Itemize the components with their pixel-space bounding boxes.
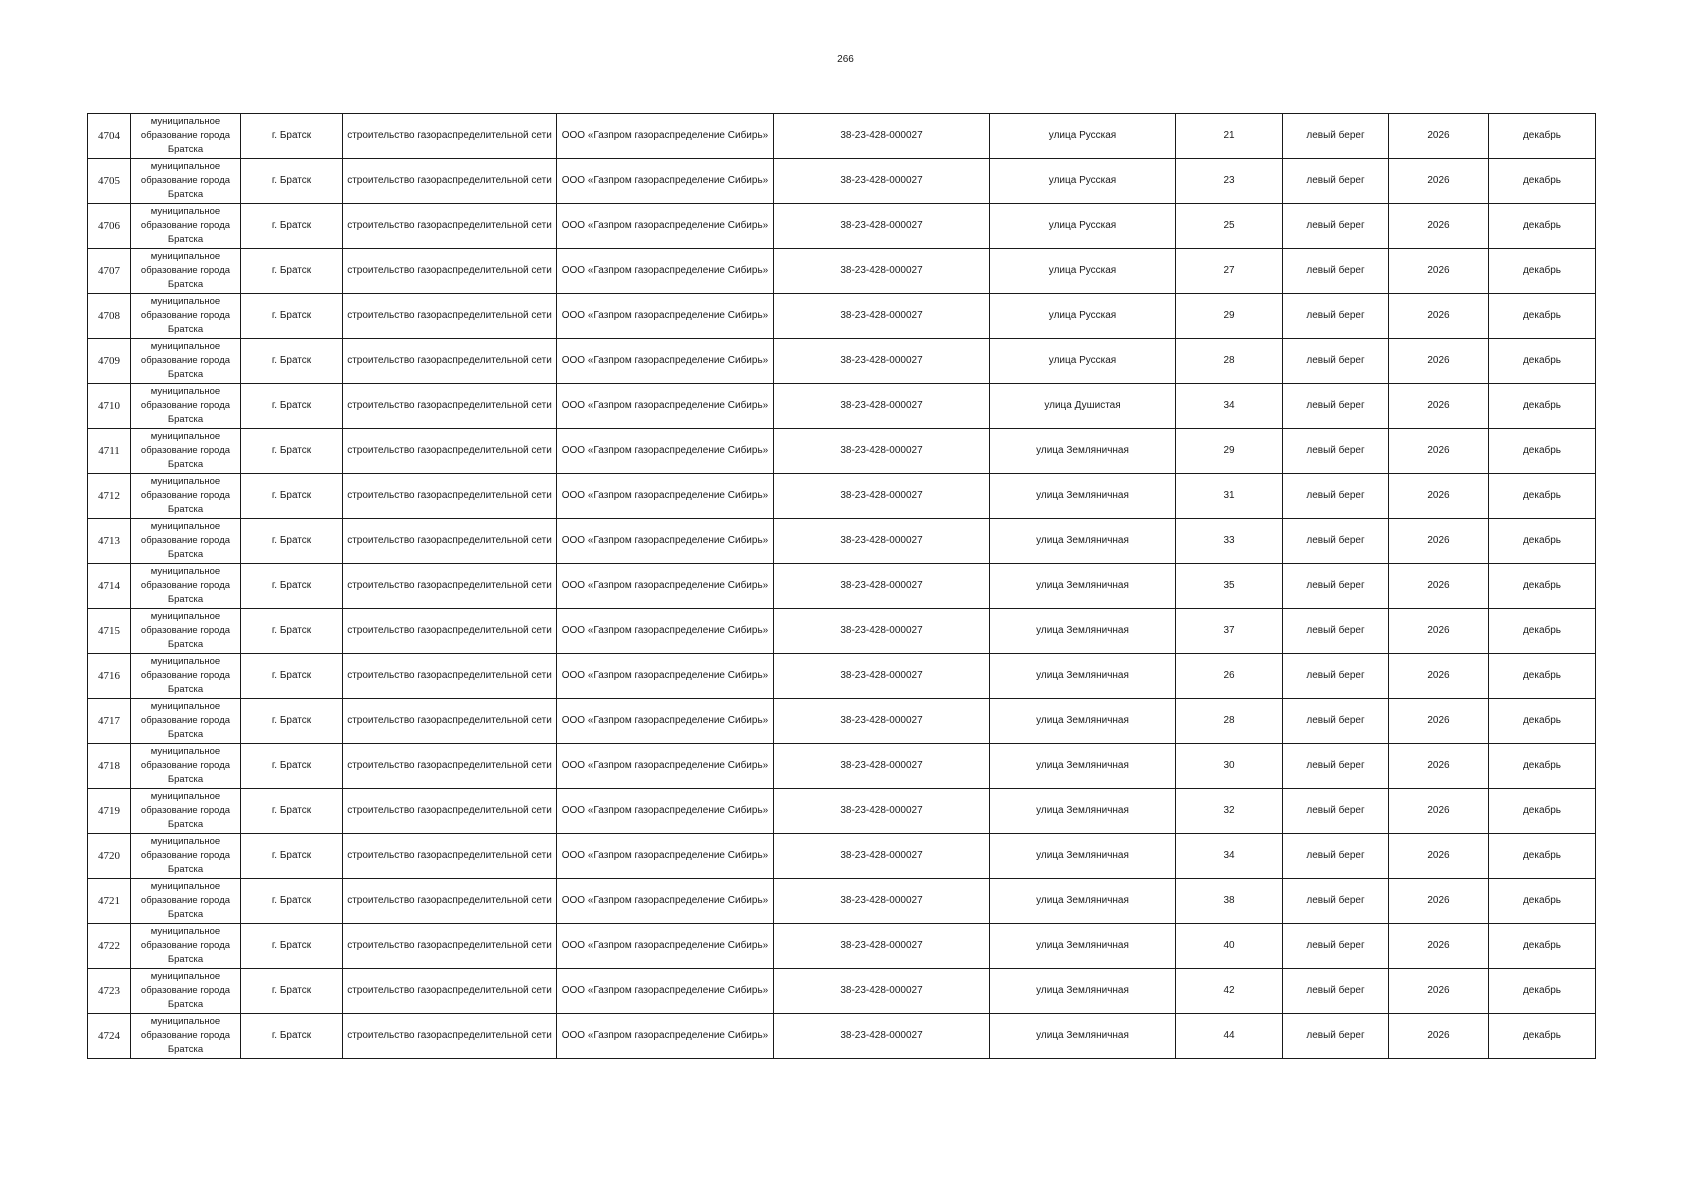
city-cell: г. Братск — [241, 294, 343, 339]
street-cell: улица Русская — [990, 249, 1176, 294]
month-cell: декабрь — [1489, 564, 1596, 609]
river-bank-cell: левый берег — [1283, 924, 1389, 969]
row-number-cell: 4714 — [88, 564, 131, 609]
house-number-cell: 28 — [1176, 339, 1283, 384]
work-type-cell: строительство газораспределительной сети — [343, 1014, 557, 1059]
month-cell: декабрь — [1489, 339, 1596, 384]
river-bank-cell: левый берег — [1283, 744, 1389, 789]
municipality-cell: муниципальное образование города Братска — [131, 924, 241, 969]
municipality-cell: муниципальное образование города Братска — [131, 204, 241, 249]
month-cell: декабрь — [1489, 654, 1596, 699]
river-bank-cell: левый берег — [1283, 114, 1389, 159]
month-cell: декабрь — [1489, 249, 1596, 294]
street-cell: улица Земляничная — [990, 609, 1176, 654]
object-code-cell: 38-23-428-000027 — [774, 1014, 990, 1059]
row-number-cell: 4708 — [88, 294, 131, 339]
work-type-cell: строительство газораспределительной сети — [343, 834, 557, 879]
city-cell: г. Братск — [241, 339, 343, 384]
river-bank-cell: левый берег — [1283, 474, 1389, 519]
street-cell: улица Земляничная — [990, 654, 1176, 699]
object-code-cell: 38-23-428-000027 — [774, 249, 990, 294]
work-type-cell: строительство газораспределительной сети — [343, 744, 557, 789]
year-cell: 2026 — [1389, 879, 1489, 924]
house-number-cell: 42 — [1176, 969, 1283, 1014]
organization-cell: ООО «Газпром газораспределение Сибирь» — [557, 339, 774, 384]
year-cell: 2026 — [1389, 1014, 1489, 1059]
year-cell: 2026 — [1389, 744, 1489, 789]
object-code-cell: 38-23-428-000027 — [774, 384, 990, 429]
row-number-cell: 4713 — [88, 519, 131, 564]
table-row — [88, 1014, 1596, 1059]
municipality-cell: муниципальное образование города Братска — [131, 339, 241, 384]
river-bank-cell: левый берег — [1283, 609, 1389, 654]
city-cell: г. Братск — [241, 924, 343, 969]
month-cell: декабрь — [1489, 924, 1596, 969]
work-type-cell: строительство газораспределительной сети — [343, 384, 557, 429]
table-row — [88, 249, 1596, 294]
organization-cell: ООО «Газпром газораспределение Сибирь» — [557, 789, 774, 834]
house-number-cell: 30 — [1176, 744, 1283, 789]
month-cell: декабрь — [1489, 744, 1596, 789]
organization-cell: ООО «Газпром газораспределение Сибирь» — [557, 384, 774, 429]
municipality-cell: муниципальное образование города Братска — [131, 789, 241, 834]
municipality-cell: муниципальное образование города Братска — [131, 249, 241, 294]
row-number-cell: 4723 — [88, 969, 131, 1014]
municipality-cell: муниципальное образование города Братска — [131, 384, 241, 429]
work-type-cell: строительство газораспределительной сети — [343, 879, 557, 924]
river-bank-cell: левый берег — [1283, 969, 1389, 1014]
registry-table — [87, 113, 1596, 1059]
year-cell: 2026 — [1389, 564, 1489, 609]
organization-cell: ООО «Газпром газораспределение Сибирь» — [557, 519, 774, 564]
work-type-cell: строительство газораспределительной сети — [343, 609, 557, 654]
month-cell: декабрь — [1489, 699, 1596, 744]
row-number-cell: 4715 — [88, 609, 131, 654]
object-code-cell: 38-23-428-000027 — [774, 834, 990, 879]
month-cell: декабрь — [1489, 384, 1596, 429]
house-number-cell: 27 — [1176, 249, 1283, 294]
street-cell: улица Русская — [990, 114, 1176, 159]
city-cell: г. Братск — [241, 699, 343, 744]
page-number: 266 — [837, 54, 854, 65]
organization-cell: ООО «Газпром газораспределение Сибирь» — [557, 609, 774, 654]
table-row — [88, 879, 1596, 924]
work-type-cell: строительство газораспределительной сети — [343, 699, 557, 744]
house-number-cell: 26 — [1176, 654, 1283, 699]
house-number-cell: 44 — [1176, 1014, 1283, 1059]
row-number-cell: 4707 — [88, 249, 131, 294]
row-number-cell: 4719 — [88, 789, 131, 834]
table-row — [88, 699, 1596, 744]
organization-cell: ООО «Газпром газораспределение Сибирь» — [557, 1014, 774, 1059]
work-type-cell: строительство газораспределительной сети — [343, 519, 557, 564]
city-cell: г. Братск — [241, 114, 343, 159]
year-cell: 2026 — [1389, 699, 1489, 744]
organization-cell: ООО «Газпром газораспределение Сибирь» — [557, 924, 774, 969]
city-cell: г. Братск — [241, 474, 343, 519]
municipality-cell: муниципальное образование города Братска — [131, 969, 241, 1014]
house-number-cell: 33 — [1176, 519, 1283, 564]
municipality-cell: муниципальное образование города Братска — [131, 744, 241, 789]
house-number-cell: 35 — [1176, 564, 1283, 609]
street-cell: улица Земляничная — [990, 429, 1176, 474]
object-code-cell: 38-23-428-000027 — [774, 654, 990, 699]
municipality-cell: муниципальное образование города Братска — [131, 474, 241, 519]
municipality-cell: муниципальное образование города Братска — [131, 564, 241, 609]
work-type-cell: строительство газораспределительной сети — [343, 789, 557, 834]
river-bank-cell: левый берег — [1283, 204, 1389, 249]
organization-cell: ООО «Газпром газораспределение Сибирь» — [557, 744, 774, 789]
organization-cell: ООО «Газпром газораспределение Сибирь» — [557, 654, 774, 699]
city-cell: г. Братск — [241, 654, 343, 699]
year-cell: 2026 — [1389, 609, 1489, 654]
table-row — [88, 429, 1596, 474]
municipality-cell: муниципальное образование города Братска — [131, 879, 241, 924]
table-row — [88, 789, 1596, 834]
city-cell: г. Братск — [241, 609, 343, 654]
row-number-cell: 4711 — [88, 429, 131, 474]
municipality-cell: муниципальное образование города Братска — [131, 429, 241, 474]
object-code-cell: 38-23-428-000027 — [774, 519, 990, 564]
river-bank-cell: левый берег — [1283, 159, 1389, 204]
month-cell: декабрь — [1489, 789, 1596, 834]
city-cell: г. Братск — [241, 159, 343, 204]
river-bank-cell: левый берег — [1283, 699, 1389, 744]
organization-cell: ООО «Газпром газораспределение Сибирь» — [557, 294, 774, 339]
city-cell: г. Братск — [241, 969, 343, 1014]
city-cell: г. Братск — [241, 879, 343, 924]
municipality-cell: муниципальное образование города Братска — [131, 654, 241, 699]
year-cell: 2026 — [1389, 519, 1489, 564]
object-code-cell: 38-23-428-000027 — [774, 429, 990, 474]
row-number-cell: 4717 — [88, 699, 131, 744]
house-number-cell: 37 — [1176, 609, 1283, 654]
month-cell: декабрь — [1489, 1014, 1596, 1059]
street-cell: улица Земляничная — [990, 474, 1176, 519]
city-cell: г. Братск — [241, 744, 343, 789]
organization-cell: ООО «Газпром газораспределение Сибирь» — [557, 969, 774, 1014]
row-number-cell: 4722 — [88, 924, 131, 969]
table-row — [88, 519, 1596, 564]
city-cell: г. Братск — [241, 249, 343, 294]
river-bank-cell: левый берег — [1283, 429, 1389, 474]
table-row — [88, 969, 1596, 1014]
street-cell: улица Земляничная — [990, 969, 1176, 1014]
organization-cell: ООО «Газпром газораспределение Сибирь» — [557, 429, 774, 474]
street-cell: улица Земляничная — [990, 564, 1176, 609]
street-cell: улица Земляничная — [990, 789, 1176, 834]
street-cell: улица Душистая — [990, 384, 1176, 429]
river-bank-cell: левый берег — [1283, 834, 1389, 879]
river-bank-cell: левый берег — [1283, 564, 1389, 609]
organization-cell: ООО «Газпром газораспределение Сибирь» — [557, 159, 774, 204]
object-code-cell: 38-23-428-000027 — [774, 204, 990, 249]
object-code-cell: 38-23-428-000027 — [774, 744, 990, 789]
year-cell: 2026 — [1389, 114, 1489, 159]
municipality-cell: муниципальное образование города Братска — [131, 699, 241, 744]
municipality-cell: муниципальное образование города Братска — [131, 114, 241, 159]
month-cell: декабрь — [1489, 204, 1596, 249]
year-cell: 2026 — [1389, 204, 1489, 249]
table-row — [88, 474, 1596, 519]
work-type-cell: строительство газораспределительной сети — [343, 159, 557, 204]
table-row — [88, 159, 1596, 204]
year-cell: 2026 — [1389, 924, 1489, 969]
house-number-cell: 29 — [1176, 429, 1283, 474]
table-row — [88, 384, 1596, 429]
year-cell: 2026 — [1389, 969, 1489, 1014]
organization-cell: ООО «Газпром газораспределение Сибирь» — [557, 249, 774, 294]
work-type-cell: строительство газораспределительной сети — [343, 294, 557, 339]
city-cell: г. Братск — [241, 519, 343, 564]
object-code-cell: 38-23-428-000027 — [774, 789, 990, 834]
river-bank-cell: левый берег — [1283, 249, 1389, 294]
table-row — [88, 339, 1596, 384]
row-number-cell: 4712 — [88, 474, 131, 519]
object-code-cell: 38-23-428-000027 — [774, 924, 990, 969]
house-number-cell: 32 — [1176, 789, 1283, 834]
street-cell: улица Земляничная — [990, 519, 1176, 564]
river-bank-cell: левый берег — [1283, 789, 1389, 834]
month-cell: декабрь — [1489, 474, 1596, 519]
year-cell: 2026 — [1389, 789, 1489, 834]
house-number-cell: 23 — [1176, 159, 1283, 204]
year-cell: 2026 — [1389, 429, 1489, 474]
row-number-cell: 4716 — [88, 654, 131, 699]
river-bank-cell: левый берег — [1283, 1014, 1389, 1059]
city-cell: г. Братск — [241, 564, 343, 609]
house-number-cell: 21 — [1176, 114, 1283, 159]
row-number-cell: 4704 — [88, 114, 131, 159]
month-cell: декабрь — [1489, 519, 1596, 564]
house-number-cell: 34 — [1176, 384, 1283, 429]
row-number-cell: 4706 — [88, 204, 131, 249]
table-row — [88, 924, 1596, 969]
object-code-cell: 38-23-428-000027 — [774, 339, 990, 384]
object-code-cell: 38-23-428-000027 — [774, 699, 990, 744]
month-cell: декабрь — [1489, 834, 1596, 879]
municipality-cell: муниципальное образование города Братска — [131, 519, 241, 564]
year-cell: 2026 — [1389, 339, 1489, 384]
object-code-cell: 38-23-428-000027 — [774, 564, 990, 609]
river-bank-cell: левый берег — [1283, 339, 1389, 384]
object-code-cell: 38-23-428-000027 — [774, 474, 990, 519]
street-cell: улица Земляничная — [990, 744, 1176, 789]
object-code-cell: 38-23-428-000027 — [774, 114, 990, 159]
work-type-cell: строительство газораспределительной сети — [343, 339, 557, 384]
street-cell: улица Земляничная — [990, 1014, 1176, 1059]
table-row — [88, 294, 1596, 339]
work-type-cell: строительство газораспределительной сети — [343, 924, 557, 969]
street-cell: улица Русская — [990, 159, 1176, 204]
object-code-cell: 38-23-428-000027 — [774, 969, 990, 1014]
municipality-cell: муниципальное образование города Братска — [131, 834, 241, 879]
work-type-cell: строительство газораспределительной сети — [343, 429, 557, 474]
organization-cell: ООО «Газпром газораспределение Сибирь» — [557, 204, 774, 249]
table-row — [88, 609, 1596, 654]
table-row — [88, 834, 1596, 879]
house-number-cell: 29 — [1176, 294, 1283, 339]
year-cell: 2026 — [1389, 249, 1489, 294]
table-row — [88, 744, 1596, 789]
month-cell: декабрь — [1489, 159, 1596, 204]
work-type-cell: строительство газораспределительной сети — [343, 564, 557, 609]
house-number-cell: 40 — [1176, 924, 1283, 969]
work-type-cell: строительство газораспределительной сети — [343, 204, 557, 249]
municipality-cell: муниципальное образование города Братска — [131, 159, 241, 204]
organization-cell: ООО «Газпром газораспределение Сибирь» — [557, 564, 774, 609]
organization-cell: ООО «Газпром газораспределение Сибирь» — [557, 834, 774, 879]
street-cell: улица Русская — [990, 204, 1176, 249]
river-bank-cell: левый берег — [1283, 654, 1389, 699]
row-number-cell: 4721 — [88, 879, 131, 924]
municipality-cell: муниципальное образование города Братска — [131, 1014, 241, 1059]
year-cell: 2026 — [1389, 834, 1489, 879]
street-cell: улица Русская — [990, 339, 1176, 384]
work-type-cell: строительство газораспределительной сети — [343, 114, 557, 159]
street-cell: улица Земляничная — [990, 834, 1176, 879]
street-cell: улица Земляничная — [990, 924, 1176, 969]
house-number-cell: 28 — [1176, 699, 1283, 744]
city-cell: г. Братск — [241, 429, 343, 474]
row-number-cell: 4720 — [88, 834, 131, 879]
month-cell: декабрь — [1489, 969, 1596, 1014]
table-row — [88, 204, 1596, 249]
year-cell: 2026 — [1389, 654, 1489, 699]
house-number-cell: 31 — [1176, 474, 1283, 519]
year-cell: 2026 — [1389, 294, 1489, 339]
street-cell: улица Русская — [990, 294, 1176, 339]
city-cell: г. Братск — [241, 789, 343, 834]
city-cell: г. Братск — [241, 1014, 343, 1059]
month-cell: декабрь — [1489, 429, 1596, 474]
organization-cell: ООО «Газпром газораспределение Сибирь» — [557, 699, 774, 744]
object-code-cell: 38-23-428-000027 — [774, 609, 990, 654]
organization-cell: ООО «Газпром газораспределение Сибирь» — [557, 114, 774, 159]
row-number-cell: 4709 — [88, 339, 131, 384]
year-cell: 2026 — [1389, 384, 1489, 429]
row-number-cell: 4724 — [88, 1014, 131, 1059]
work-type-cell: строительство газораспределительной сети — [343, 249, 557, 294]
street-cell: улица Земляничная — [990, 879, 1176, 924]
row-number-cell: 4718 — [88, 744, 131, 789]
city-cell: г. Братск — [241, 834, 343, 879]
house-number-cell: 34 — [1176, 834, 1283, 879]
municipality-cell: муниципальное образование города Братска — [131, 609, 241, 654]
city-cell: г. Братск — [241, 204, 343, 249]
organization-cell: ООО «Газпром газораспределение Сибирь» — [557, 474, 774, 519]
month-cell: декабрь — [1489, 294, 1596, 339]
month-cell: декабрь — [1489, 609, 1596, 654]
river-bank-cell: левый берег — [1283, 294, 1389, 339]
work-type-cell: строительство газораспределительной сети — [343, 969, 557, 1014]
organization-cell: ООО «Газпром газораспределение Сибирь» — [557, 879, 774, 924]
municipality-cell: муниципальное образование города Братска — [131, 294, 241, 339]
object-code-cell: 38-23-428-000027 — [774, 294, 990, 339]
river-bank-cell: левый берег — [1283, 879, 1389, 924]
house-number-cell: 25 — [1176, 204, 1283, 249]
month-cell: декабрь — [1489, 114, 1596, 159]
work-type-cell: строительство газораспределительной сети — [343, 654, 557, 699]
object-code-cell: 38-23-428-000027 — [774, 879, 990, 924]
year-cell: 2026 — [1389, 159, 1489, 204]
year-cell: 2026 — [1389, 474, 1489, 519]
row-number-cell: 4705 — [88, 159, 131, 204]
object-code-cell: 38-23-428-000027 — [774, 159, 990, 204]
table-row — [88, 564, 1596, 609]
month-cell: декабрь — [1489, 879, 1596, 924]
city-cell: г. Братск — [241, 384, 343, 429]
house-number-cell: 38 — [1176, 879, 1283, 924]
street-cell: улица Земляничная — [990, 699, 1176, 744]
work-type-cell: строительство газораспределительной сети — [343, 474, 557, 519]
table-row — [88, 114, 1596, 159]
river-bank-cell: левый берег — [1283, 519, 1389, 564]
table-row — [88, 654, 1596, 699]
river-bank-cell: левый берег — [1283, 384, 1389, 429]
row-number-cell: 4710 — [88, 384, 131, 429]
